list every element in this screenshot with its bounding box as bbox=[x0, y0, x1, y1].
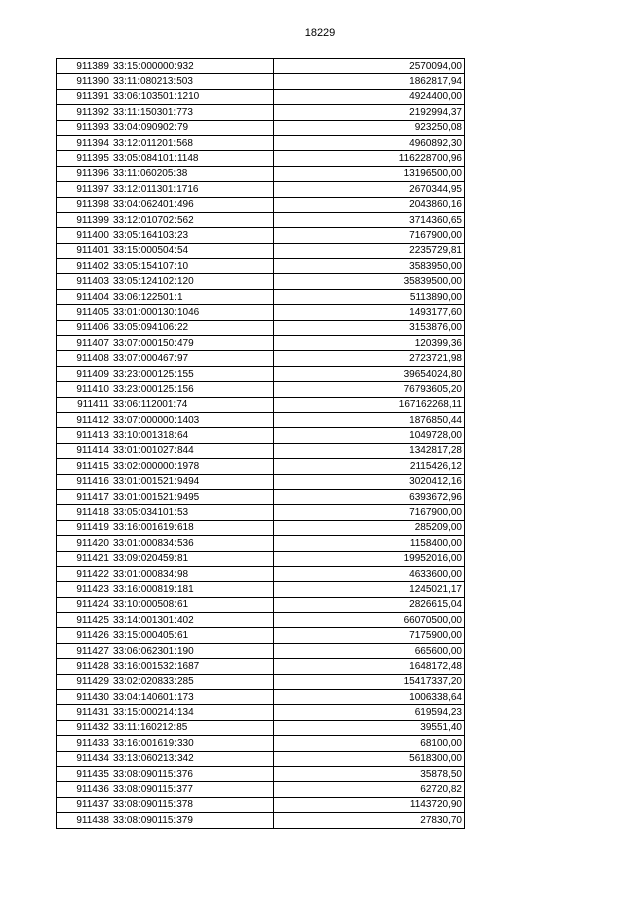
table-row bbox=[57, 489, 465, 504]
cadastral-number-cell: 33:08:090115:377 bbox=[111, 782, 274, 797]
row-number-cell: 911397 bbox=[57, 182, 112, 197]
value-cell: 285209,00 bbox=[274, 520, 465, 535]
cadastral-number-cell: 33:16:001619:618 bbox=[111, 520, 274, 535]
row-number-cell: 911423 bbox=[57, 582, 112, 597]
cadastral-number-cell: 33:15:000405:61 bbox=[111, 628, 274, 643]
table-row bbox=[57, 459, 465, 474]
table-row bbox=[57, 520, 465, 535]
cadastral-number-cell: 33:12:010702:562 bbox=[111, 212, 274, 227]
table-row bbox=[57, 135, 465, 150]
value-cell: 2570094,00 bbox=[274, 59, 465, 74]
value-cell: 2826615,04 bbox=[274, 597, 465, 612]
cadastral-number-cell: 33:15:000214:134 bbox=[111, 705, 274, 720]
row-number-cell: 911425 bbox=[57, 613, 112, 628]
cadastral-number-cell: 33:06:122501:1 bbox=[111, 289, 274, 304]
value-cell: 39551,40 bbox=[274, 720, 465, 735]
table-row bbox=[57, 382, 465, 397]
row-number-cell: 911438 bbox=[57, 813, 112, 828]
value-cell: 7167900,00 bbox=[274, 505, 465, 520]
row-number-cell: 911406 bbox=[57, 320, 112, 335]
cadastral-number-cell: 33:15:000504:54 bbox=[111, 243, 274, 258]
page-number: 18229 bbox=[304, 27, 336, 39]
table-row bbox=[57, 182, 465, 197]
row-number-cell: 911419 bbox=[57, 520, 112, 535]
value-cell: 1049728,00 bbox=[274, 428, 465, 443]
row-number-cell: 911396 bbox=[57, 166, 112, 181]
row-number-cell: 911437 bbox=[57, 797, 112, 812]
value-cell: 1876850,44 bbox=[274, 412, 465, 427]
table-row bbox=[57, 551, 465, 566]
cadastral-number-cell: 33:16:001532:1687 bbox=[111, 659, 274, 674]
table-row bbox=[57, 690, 465, 705]
row-number-cell: 911426 bbox=[57, 628, 112, 643]
row-number-cell: 911394 bbox=[57, 135, 112, 150]
value-cell: 6393672,96 bbox=[274, 489, 465, 504]
table-row bbox=[57, 428, 465, 443]
cadastral-number-cell: 33:01:001027:844 bbox=[111, 443, 274, 458]
cadastral-number-cell: 33:12:011201:568 bbox=[111, 135, 274, 150]
cadastral-number-cell: 33:16:000819:181 bbox=[111, 582, 274, 597]
row-number-cell: 911407 bbox=[57, 336, 112, 351]
row-number-cell: 911434 bbox=[57, 751, 112, 766]
value-cell: 3714360,65 bbox=[274, 212, 465, 227]
table-row bbox=[57, 674, 465, 689]
table-row bbox=[57, 305, 465, 320]
cadastral-number-cell: 33:01:000130:1046 bbox=[111, 305, 274, 320]
row-number-cell: 911427 bbox=[57, 643, 112, 658]
cadastral-number-cell: 33:05:124102:120 bbox=[111, 274, 274, 289]
value-cell: 167162268,11 bbox=[274, 397, 465, 412]
value-cell: 7167900,00 bbox=[274, 228, 465, 243]
row-number-cell: 911402 bbox=[57, 259, 112, 274]
cadastral-number-cell: 33:07:000150:479 bbox=[111, 336, 274, 351]
row-number-cell: 911414 bbox=[57, 443, 112, 458]
row-number-cell: 911412 bbox=[57, 412, 112, 427]
value-cell: 3020412,16 bbox=[274, 474, 465, 489]
cadastral-number-cell: 33:02:000000:1978 bbox=[111, 459, 274, 474]
value-cell: 35878,50 bbox=[274, 766, 465, 781]
table-row bbox=[57, 212, 465, 227]
table-row bbox=[57, 351, 465, 366]
value-cell: 1158400,00 bbox=[274, 536, 465, 551]
row-number-cell: 911413 bbox=[57, 428, 112, 443]
table-row bbox=[57, 797, 465, 812]
row-number-cell: 911422 bbox=[57, 566, 112, 581]
cadastral-number-cell: 33:08:090115:379 bbox=[111, 813, 274, 828]
cadastral-number-cell: 33:11:160212:85 bbox=[111, 720, 274, 735]
row-number-cell: 911405 bbox=[57, 305, 112, 320]
table-row bbox=[57, 443, 465, 458]
row-number-cell: 911408 bbox=[57, 351, 112, 366]
table-row bbox=[57, 613, 465, 628]
row-number-cell: 911403 bbox=[57, 274, 112, 289]
cadastral-number-cell: 33:05:084101:1148 bbox=[111, 151, 274, 166]
cadastral-number-cell: 33:15:000000:932 bbox=[111, 59, 274, 74]
cadastral-number-cell: 33:11:060205:38 bbox=[111, 166, 274, 181]
table-row bbox=[57, 813, 465, 828]
cadastral-number-cell: 33:05:164103:23 bbox=[111, 228, 274, 243]
row-number-cell: 911417 bbox=[57, 489, 112, 504]
value-cell: 1006338,64 bbox=[274, 690, 465, 705]
row-number-cell: 911431 bbox=[57, 705, 112, 720]
cadastral-number-cell: 33:04:090902:79 bbox=[111, 120, 274, 135]
cadastral-number-cell: 33:01:001521:9495 bbox=[111, 489, 274, 504]
row-number-cell: 911428 bbox=[57, 659, 112, 674]
value-cell: 68100,00 bbox=[274, 736, 465, 751]
table-row bbox=[57, 705, 465, 720]
row-number-cell: 911432 bbox=[57, 720, 112, 735]
cadastral-number-cell: 33:05:094106:22 bbox=[111, 320, 274, 335]
cadastral-number-cell: 33:01:001521:9494 bbox=[111, 474, 274, 489]
value-cell: 5113890,00 bbox=[274, 289, 465, 304]
table-row bbox=[57, 274, 465, 289]
value-cell: 39654024,80 bbox=[274, 366, 465, 381]
table-row bbox=[57, 597, 465, 612]
cadastral-number-cell: 33:04:062401:496 bbox=[111, 197, 274, 212]
cadastral-number-cell: 33:09:020459:81 bbox=[111, 551, 274, 566]
registry-table bbox=[56, 58, 465, 829]
table-row bbox=[57, 582, 465, 597]
row-number-cell: 911391 bbox=[57, 89, 112, 104]
cadastral-number-cell: 33:02:020833:285 bbox=[111, 674, 274, 689]
row-number-cell: 911435 bbox=[57, 766, 112, 781]
cadastral-number-cell: 33:11:080213:503 bbox=[111, 74, 274, 89]
cadastral-number-cell: 33:05:034101:53 bbox=[111, 505, 274, 520]
row-number-cell: 911424 bbox=[57, 597, 112, 612]
row-number-cell: 911392 bbox=[57, 105, 112, 120]
row-number-cell: 911404 bbox=[57, 289, 112, 304]
table-row bbox=[57, 766, 465, 781]
table-row bbox=[57, 366, 465, 381]
table-row bbox=[57, 659, 465, 674]
value-cell: 1862817,94 bbox=[274, 74, 465, 89]
table-row bbox=[57, 259, 465, 274]
table-row bbox=[57, 643, 465, 658]
table-row bbox=[57, 782, 465, 797]
row-number-cell: 911433 bbox=[57, 736, 112, 751]
cadastral-number-cell: 33:23:000125:156 bbox=[111, 382, 274, 397]
value-cell: 4960892,30 bbox=[274, 135, 465, 150]
table-row bbox=[57, 105, 465, 120]
value-cell: 4633600,00 bbox=[274, 566, 465, 581]
row-number-cell: 911389 bbox=[57, 59, 112, 74]
row-number-cell: 911393 bbox=[57, 120, 112, 135]
value-cell: 2192994,37 bbox=[274, 105, 465, 120]
row-number-cell: 911400 bbox=[57, 228, 112, 243]
value-cell: 1648172,48 bbox=[274, 659, 465, 674]
row-number-cell: 911418 bbox=[57, 505, 112, 520]
table-row bbox=[57, 74, 465, 89]
cadastral-number-cell: 33:08:090115:378 bbox=[111, 797, 274, 812]
table-body bbox=[57, 59, 465, 829]
row-number-cell: 911398 bbox=[57, 197, 112, 212]
value-cell: 120399,36 bbox=[274, 336, 465, 351]
cadastral-number-cell: 33:01:000834:98 bbox=[111, 566, 274, 581]
cadastral-number-cell: 33:10:001318:64 bbox=[111, 428, 274, 443]
table-row bbox=[57, 166, 465, 181]
value-cell: 665600,00 bbox=[274, 643, 465, 658]
cadastral-number-cell: 33:08:090115:376 bbox=[111, 766, 274, 781]
value-cell: 2235729,81 bbox=[274, 243, 465, 258]
row-number-cell: 911411 bbox=[57, 397, 112, 412]
value-cell: 2670344,95 bbox=[274, 182, 465, 197]
cadastral-number-cell: 33:07:000000:1403 bbox=[111, 412, 274, 427]
row-number-cell: 911430 bbox=[57, 690, 112, 705]
value-cell: 1143720,90 bbox=[274, 797, 465, 812]
value-cell: 116228700,96 bbox=[274, 151, 465, 166]
table-row bbox=[57, 228, 465, 243]
table-row bbox=[57, 628, 465, 643]
cadastral-number-cell: 33:14:001301:402 bbox=[111, 613, 274, 628]
value-cell: 2723721,98 bbox=[274, 351, 465, 366]
value-cell: 1245021,17 bbox=[274, 582, 465, 597]
value-cell: 76793605,20 bbox=[274, 382, 465, 397]
value-cell: 3583950,00 bbox=[274, 259, 465, 274]
row-number-cell: 911429 bbox=[57, 674, 112, 689]
table-row bbox=[57, 412, 465, 427]
cadastral-number-cell: 33:07:000467:97 bbox=[111, 351, 274, 366]
cadastral-number-cell: 33:16:001619:330 bbox=[111, 736, 274, 751]
value-cell: 4924400,00 bbox=[274, 89, 465, 104]
value-cell: 619594,23 bbox=[274, 705, 465, 720]
row-number-cell: 911401 bbox=[57, 243, 112, 258]
cadastral-number-cell: 33:04:140601:173 bbox=[111, 690, 274, 705]
row-number-cell: 911415 bbox=[57, 459, 112, 474]
table-row bbox=[57, 89, 465, 104]
table-row bbox=[57, 336, 465, 351]
table-row bbox=[57, 151, 465, 166]
row-number-cell: 911410 bbox=[57, 382, 112, 397]
value-cell: 3153876,00 bbox=[274, 320, 465, 335]
table-row bbox=[57, 59, 465, 74]
row-number-cell: 911416 bbox=[57, 474, 112, 489]
value-cell: 62720,82 bbox=[274, 782, 465, 797]
value-cell: 1342817,28 bbox=[274, 443, 465, 458]
table-row bbox=[57, 289, 465, 304]
cadastral-number-cell: 33:13:060213:342 bbox=[111, 751, 274, 766]
table-row bbox=[57, 736, 465, 751]
value-cell: 15417337,20 bbox=[274, 674, 465, 689]
cadastral-number-cell: 33:05:154107:10 bbox=[111, 259, 274, 274]
table-row bbox=[57, 120, 465, 135]
cadastral-number-cell: 33:23:000125:155 bbox=[111, 366, 274, 381]
value-cell: 2115426,12 bbox=[274, 459, 465, 474]
value-cell: 27830,70 bbox=[274, 813, 465, 828]
table-row bbox=[57, 197, 465, 212]
cadastral-number-cell: 33:11:150301:773 bbox=[111, 105, 274, 120]
value-cell: 1493177,60 bbox=[274, 305, 465, 320]
row-number-cell: 911421 bbox=[57, 551, 112, 566]
table-row bbox=[57, 566, 465, 581]
cadastral-number-cell: 33:10:000508:61 bbox=[111, 597, 274, 612]
value-cell: 66070500,00 bbox=[274, 613, 465, 628]
row-number-cell: 911409 bbox=[57, 366, 112, 381]
row-number-cell: 911420 bbox=[57, 536, 112, 551]
table-row bbox=[57, 243, 465, 258]
cadastral-number-cell: 33:06:103501:1210 bbox=[111, 89, 274, 104]
table-row bbox=[57, 320, 465, 335]
value-cell: 13196500,00 bbox=[274, 166, 465, 181]
value-cell: 35839500,00 bbox=[274, 274, 465, 289]
value-cell: 2043860,16 bbox=[274, 197, 465, 212]
table-row bbox=[57, 536, 465, 551]
value-cell: 19952016,00 bbox=[274, 551, 465, 566]
row-number-cell: 911390 bbox=[57, 74, 112, 89]
value-cell: 923250,08 bbox=[274, 120, 465, 135]
row-number-cell: 911399 bbox=[57, 212, 112, 227]
row-number-cell: 911436 bbox=[57, 782, 112, 797]
cadastral-number-cell: 33:06:062301:190 bbox=[111, 643, 274, 658]
table-row bbox=[57, 751, 465, 766]
table-row bbox=[57, 505, 465, 520]
row-number-cell: 911395 bbox=[57, 151, 112, 166]
table-row bbox=[57, 474, 465, 489]
cadastral-number-cell: 33:01:000834:536 bbox=[111, 536, 274, 551]
value-cell: 7175900,00 bbox=[274, 628, 465, 643]
table-row bbox=[57, 720, 465, 735]
value-cell: 5618300,00 bbox=[274, 751, 465, 766]
cadastral-number-cell: 33:12:011301:1716 bbox=[111, 182, 274, 197]
table-row bbox=[57, 397, 465, 412]
cadastral-number-cell: 33:06:112001:74 bbox=[111, 397, 274, 412]
